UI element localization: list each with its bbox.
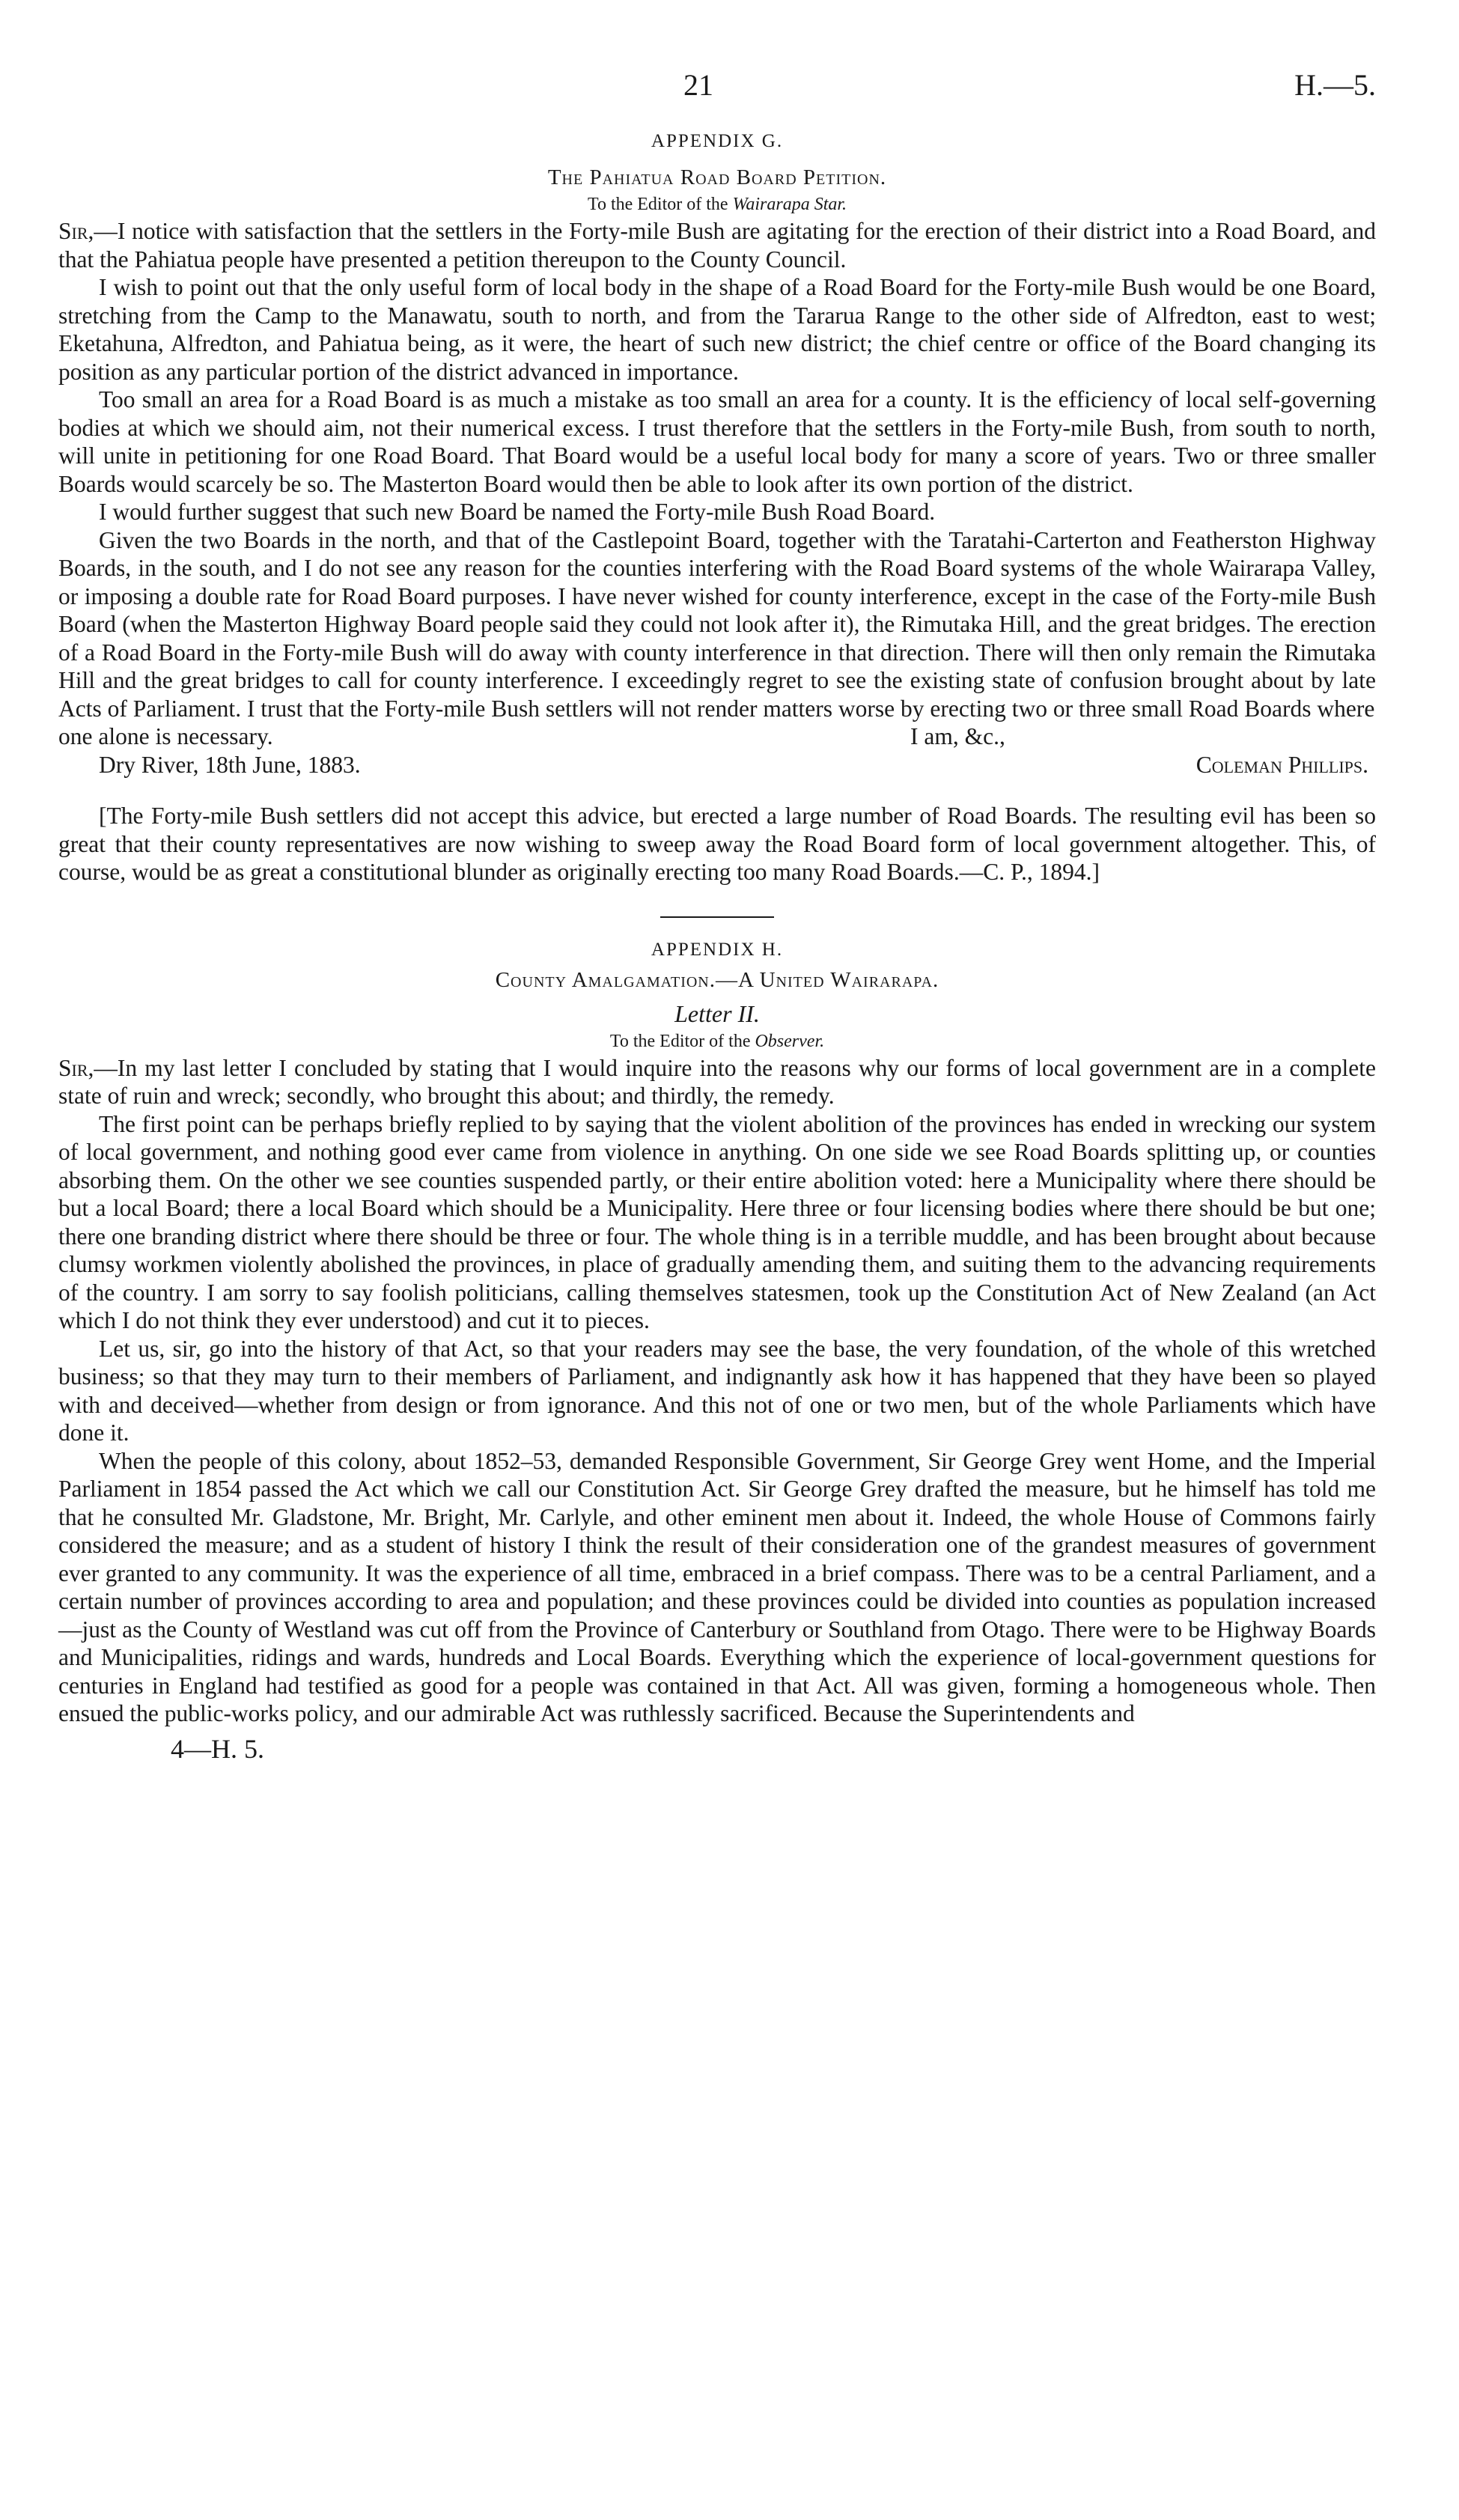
letter-paragraph: Sir,—In my last letter I concluded by stating that I would inquire into the reasons why our forms of local government are in a complete state of ruin and wreck; secondly, who brought this about; and thirdly, the remedy. <box>58 1054 1376 1109</box>
section-divider <box>660 916 774 918</box>
salutation: Sir, <box>58 1054 94 1081</box>
appendix-h-label: APPENDIX H. <box>651 939 784 960</box>
letter-paragraph: I would further suggest that such new Board be named the Forty-mile Bush Road Board. <box>99 499 936 525</box>
page-number: 21 <box>683 68 713 102</box>
newspaper-name: Wairarapa Star. <box>732 195 847 214</box>
newspaper-name: Observer. <box>755 1031 825 1051</box>
editor-prefix: To the Editor of the <box>587 195 733 214</box>
appendix-h-editor-line <box>58 1029 1376 1054</box>
document-reference: H.—5. <box>1294 68 1376 102</box>
appendix-h-subtitle: Letter II. <box>674 999 760 1027</box>
appendix-g <box>58 129 1376 886</box>
editor-prefix: To the Editor of the <box>609 1031 755 1051</box>
letter-signature: Coleman Phillips. <box>1195 752 1368 778</box>
letter-paragraph: When the people of this colony, about 1852–53, demanded Responsible Government, Sir George Grey went Home, and the Imperial Parliament in 1854 passed the Act which we call our Constitution Act. Sir George Grey drafted the measure, but he himself has told me that he consulted Mr. Gladstone, Mr. Bright, Mr. Carlyle, and other eminent men about it. Indeed, the whole House of Commons fairly considered the measure; and as a student of history I think the result of their consideration one of the grandest measures of government ever granted to any community. It was the experience of all time, embraced in a brief compass. There was to be a central Parliament, and a certain number of provinces according to area and population; and these provinces could be divided into counties as population increased—just as the County of Westland was cut off from the Province of Canterbury or Southland from Otago. There were to be Highway Boards and Municipalities, ridings and wards, hundreds and Local Boards. Everything which the experience of local-government questions for centuries in England had testified as good for a people was contained in that Act. All was given, forming a homogeneous whole. Then ensued the public-works policy, and our admirable Act was ruthlessly sacrificed. Because the Superintendents and <box>58 1447 1376 1726</box>
appendix-h-title: County Amalgamation.—A United Wairarapa. <box>495 967 939 992</box>
letter-paragraph: Sir,—I notice with satisfaction that the settlers in the Forty-mile Bush are agitating for the erection of their district into a Road Board, and that the Pahiatua people have presented a petition thereupon to the County Council. <box>58 218 1376 273</box>
closing-text: one alone is necessary. <box>58 723 273 749</box>
letter-closing <box>58 722 1376 751</box>
page-header <box>58 67 1376 120</box>
letter-paragraph: The first point can be perhaps briefly replied to by saying that the violent abolition of the provinces has ended in wrecking our system of local government, and nothing good ever came from violence in anything. On one side we see Road Boards splitting up, or counties absorbing them. On the other we see counties suspended partly, or their entire abolition voted: here a Municipality where there should be but a local Board; there a local Board which should be a Municipality. Here three or four licensing bodies where there should be but one; there one branding district where there should be three or four. The whole thing is in a terrible muddle, and has been brought about because clumsy workmen violently abolished the provinces, in place of gradually amending them, and suiting them to the advancing requirements of the country. I am sorry to say foolish politicians, calling themselves statesmen, took up the Constitution Act of New Zealand (an Act which I do not think they ever understood) and cut it to pieces. <box>58 1110 1376 1333</box>
valediction: I am, &c., <box>910 723 1005 749</box>
signature-mark: 4—H. 5. <box>171 1733 264 1764</box>
appendix-g-label: APPENDIX G. <box>651 131 784 151</box>
letter-date: Dry River, 18th June, 1883. <box>99 752 361 778</box>
letter-paragraph: I wish to point out that the only useful form of local body in the shape of a Road Board for the Forty-mile Bush would be one Board, stretching from the Camp to the Manawatu, south to north, and from the Tararua Range to the other side of Alfredton, east to west; Eketahuna, Alfredton, and Pahiatua being, as it were, the heart of such new district; the chief centre or office of the Board changing its position as any particular portion of the district advanced in importance. <box>58 274 1376 385</box>
letter-paragraph: Too small an area for a Road Board is as much a mistake as too small an area for a county. It is the efficiency of local self-governing bodies at which we should aim, not their numerical excess. I trust therefore that the settlers in the Forty-mile Bush, from south to north, will unite in petitioning for one Road Board. That Board would be a useful local body for many a score of years. Two or three smaller Boards would scarcely be so. The Masterton Board would then be able to look after its own portion of the district. <box>58 386 1376 497</box>
letter-paragraph: Given the two Boards in the north, and that of the Castlepoint Board, together with the Taratahi-Carterton and Featherston Highway Boards, in the south, and I do not see any reason for the counties interfering with the Road Board systems of the whole Wairarapa Valley, or imposing a double rate for Road Board purposes. I have never wished for county interference, except in the case of the Forty-mile Bush Board (when the Masterton Highway Board people said they could not look after it), the Rimutaka Hill, and the great bridges. The erection of a Road Board in the Forty-mile Bush will do away with county interference in that direction. There will then only remain the Rimutaka Hill and the great bridges to call for county interference. I exceedingly regret to see the existing state of confusion brought about by late Acts of Parliament. I trust that the Forty-mile Bush settlers will not render matters worse by erecting two or three small Road Boards where <box>58 526 1376 722</box>
letter-paragraph: Let us, sir, go into the history of that Act, so that your readers may see the base, the very foundation, of the whole of this wretched business; so that they may turn to their members of Parliament, and indignantly ask how it has happened that they have been so played with and deceived—whether from design or from ignorance. And this not of one or two men, but of the whole Parliaments which have done it. <box>58 1335 1376 1446</box>
appendix-g-editor-line <box>58 192 1376 217</box>
letter-date-signature <box>58 751 1376 779</box>
appendix-g-title: The Pahiatua Road Board Petition. <box>547 165 887 189</box>
appendix-h <box>58 937 1376 1728</box>
editorial-note: [The Forty-mile Bush settlers did not accept this advice, but erected a large number of Road Boards. The resulting evil has been so great that their county representatives are now wishing to sweep away the Road Board form of local government altogether. This, of course, would be as great a constitutional blunder as originally erecting too many Road Boards.—C. P., 1894.] <box>58 803 1376 885</box>
document-page <box>58 67 1376 1764</box>
salutation: Sir, <box>58 218 94 244</box>
